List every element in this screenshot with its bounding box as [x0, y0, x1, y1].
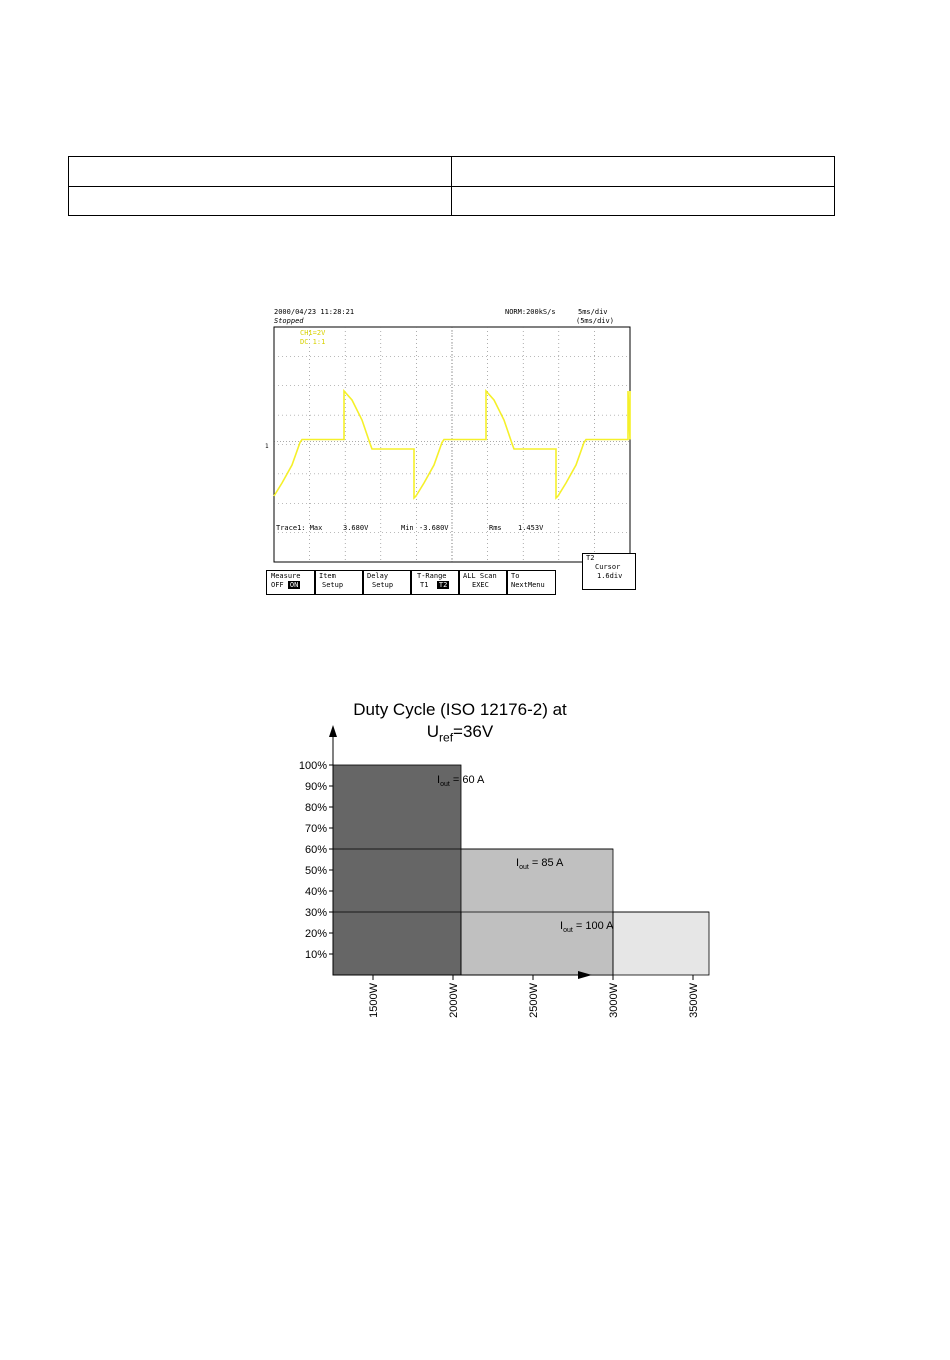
softkey-option: T1: [420, 581, 429, 589]
trace-marker: 1: [265, 443, 269, 450]
y-tick-label: 20%: [304, 928, 327, 940]
cursor-label: Cursor: [595, 563, 621, 571]
cursor-readout[interactable]: [582, 553, 636, 590]
y-axis-arrow: [329, 725, 337, 737]
softkey-sublabel: Setup: [372, 581, 394, 589]
scope-datetime: 2000/04/23 11:28:21: [274, 308, 355, 316]
series-label: $I_{out} = 100$ A: [560, 920, 614, 934]
x-tick-label: 3500W: [688, 983, 700, 1018]
table-cell: [452, 186, 835, 216]
scope-status: Stopped: [274, 317, 304, 325]
y-tick-label: 10%: [304, 949, 327, 961]
document-table: [68, 156, 835, 216]
trace-min-value: -3.680V: [419, 524, 449, 532]
chart-title: Duty Cycle (ISO 12176-2) at: [353, 700, 567, 719]
y-tick-label: 100%: [298, 760, 327, 772]
chart-title-subscript: ref: [439, 730, 454, 745]
softkey-label: Measure: [271, 572, 301, 580]
scope-acquisition: NORM:200kS/s: [505, 308, 556, 316]
scope-timebase: 5ms/div: [578, 308, 608, 316]
duty-bar: [333, 765, 461, 975]
x-tick-label: 3000W: [608, 983, 620, 1018]
softkey-label: Item: [319, 572, 336, 580]
softkey-option-selected: ON: [289, 581, 299, 589]
softkey-t-range[interactable]: [411, 570, 459, 595]
y-tick-label: 60%: [304, 844, 327, 856]
oscilloscope-figure: [262, 305, 640, 595]
trace-max-value: 3.680V: [343, 524, 369, 532]
y-tick-label: 30%: [304, 907, 327, 919]
table-row: [69, 186, 835, 216]
softkey-label: To: [511, 572, 520, 580]
y-tick-label: 50%: [304, 865, 327, 877]
channel-scale: CH1=2V: [300, 329, 326, 337]
x-tick-label: 1500W: [368, 983, 380, 1018]
softkey-sublabel: EXEC: [472, 581, 489, 589]
x-tick-label: 2500W: [528, 983, 540, 1018]
trace-min-label: Min: [401, 524, 414, 532]
chart-title-symbol: U: [426, 722, 440, 741]
softkey-option-selected: T2: [438, 581, 448, 589]
softkey-sublabel: Setup: [322, 581, 344, 589]
series-label: $I_{out} = 85$ A: [516, 857, 564, 871]
duty-chart-plot: [250, 695, 700, 1040]
y-tick-label: 70%: [304, 823, 327, 835]
softkey-label: Delay: [367, 572, 389, 580]
scope-timebase-secondary: (5ms/div): [576, 317, 614, 325]
softkey-sublabel: NextMenu: [511, 581, 545, 589]
trace-rms-value: 1.453V: [518, 524, 544, 532]
table-cell: [452, 157, 835, 187]
trace-rms-label: Rms: [489, 524, 502, 532]
y-tick-label: 40%: [304, 886, 327, 898]
duty-cycle-chart: [250, 695, 700, 1040]
series-label: $I_{out} = 60$ A: [437, 774, 485, 788]
softkey-delay-setup[interactable]: [363, 570, 411, 595]
softkey-all-scan[interactable]: [459, 570, 507, 595]
softkey-item-setup[interactable]: [315, 570, 363, 595]
channel-coupling: DC 1:1: [300, 338, 326, 346]
chart-title-value: =36V: [453, 722, 494, 741]
table-cell: [69, 186, 452, 216]
softkey-label: T-Range: [417, 572, 447, 580]
y-tick-label: 80%: [304, 802, 327, 814]
y-tick-label: 90%: [304, 781, 327, 793]
softkey-next-menu[interactable]: [507, 570, 556, 595]
table-row: [69, 157, 835, 187]
softkey-label: ALL Scan: [463, 572, 497, 580]
x-tick-label: 2000W: [448, 983, 460, 1018]
softkey-measure[interactable]: [266, 570, 315, 595]
softkey-option: OFF: [271, 581, 284, 589]
table-cell: [69, 157, 452, 187]
cursor-id: T2: [586, 554, 595, 562]
trace-measure-label: Trace1: Max: [276, 524, 323, 532]
cursor-value: 1.6div: [597, 572, 623, 580]
